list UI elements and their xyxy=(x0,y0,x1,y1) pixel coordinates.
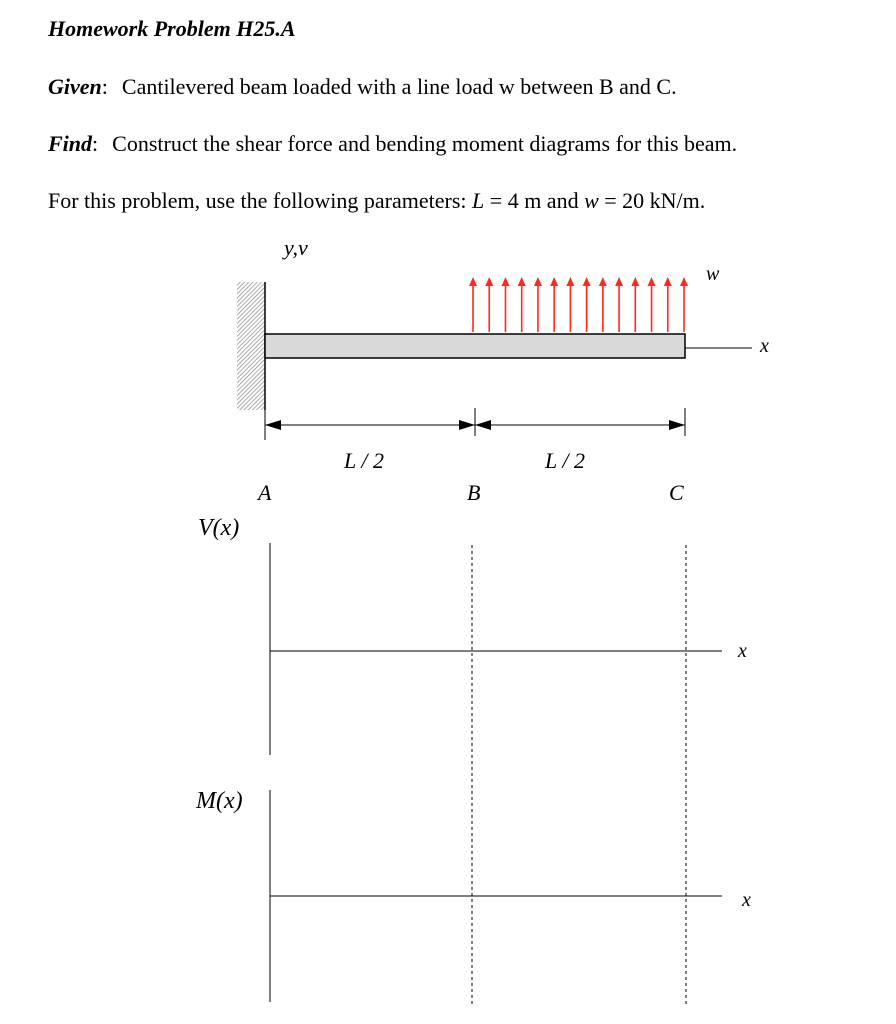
parameter-l-value: = 4 m and xyxy=(484,188,585,213)
load-label-w: w xyxy=(706,263,720,285)
load-arrow-head xyxy=(485,277,493,286)
given-label: Given xyxy=(48,74,102,99)
find-label: Find xyxy=(48,131,93,156)
find-statement: Find: Construct the shear force and bending moment diagrams for this beam. xyxy=(48,131,738,156)
shear-x-label: x xyxy=(738,640,747,662)
problem-title: Homework Problem H25.A xyxy=(48,16,296,41)
load-arrow-head xyxy=(648,277,656,286)
parameter-l-symbol: L xyxy=(472,188,485,213)
given-statement: Given: Cantilevered beam loaded with a line load w between B and C. xyxy=(48,74,677,99)
load-arrow-head xyxy=(469,277,477,286)
load-arrow-head xyxy=(680,277,688,286)
given-text: Cantilevered beam loaded with a line load w between B and C. xyxy=(121,74,677,99)
dimension-lines xyxy=(265,408,685,440)
load-arrow-head xyxy=(550,277,558,286)
dimension-left-label: L / 2 xyxy=(344,448,384,473)
parameter-w-value: = 20 kN/m. xyxy=(598,188,706,213)
beam xyxy=(265,334,685,358)
point-c-label: C xyxy=(669,480,684,505)
x-axis-label: x xyxy=(760,335,769,357)
point-b-label: B xyxy=(467,480,481,505)
load-arrow-head xyxy=(534,277,542,286)
load-arrow-head xyxy=(615,277,623,286)
moment-diagram-label: M(x) xyxy=(196,788,243,814)
load-arrow-head xyxy=(518,277,526,286)
load-arrow-head xyxy=(664,277,672,286)
parameters-prefix: For this problem, use the following parameters: xyxy=(48,188,473,213)
fixed-support-hatch xyxy=(237,282,265,410)
distributed-load xyxy=(469,277,688,332)
parameter-w-symbol: w xyxy=(584,188,599,213)
load-arrow-head xyxy=(566,277,574,286)
shear-diagram-label: V(x) xyxy=(198,515,240,541)
moment-x-label: x xyxy=(742,889,751,911)
dimension-right-label: L / 2 xyxy=(545,448,585,473)
load-arrow-head xyxy=(599,277,607,286)
load-arrow-head xyxy=(631,277,639,286)
load-arrow-head xyxy=(583,277,591,286)
find-text: Construct the shear force and bending moment diagrams for this beam. xyxy=(112,131,738,156)
point-a-label: A xyxy=(258,480,272,505)
load-arrow-head xyxy=(501,277,509,286)
axis-label-yv: y,v xyxy=(284,235,308,260)
